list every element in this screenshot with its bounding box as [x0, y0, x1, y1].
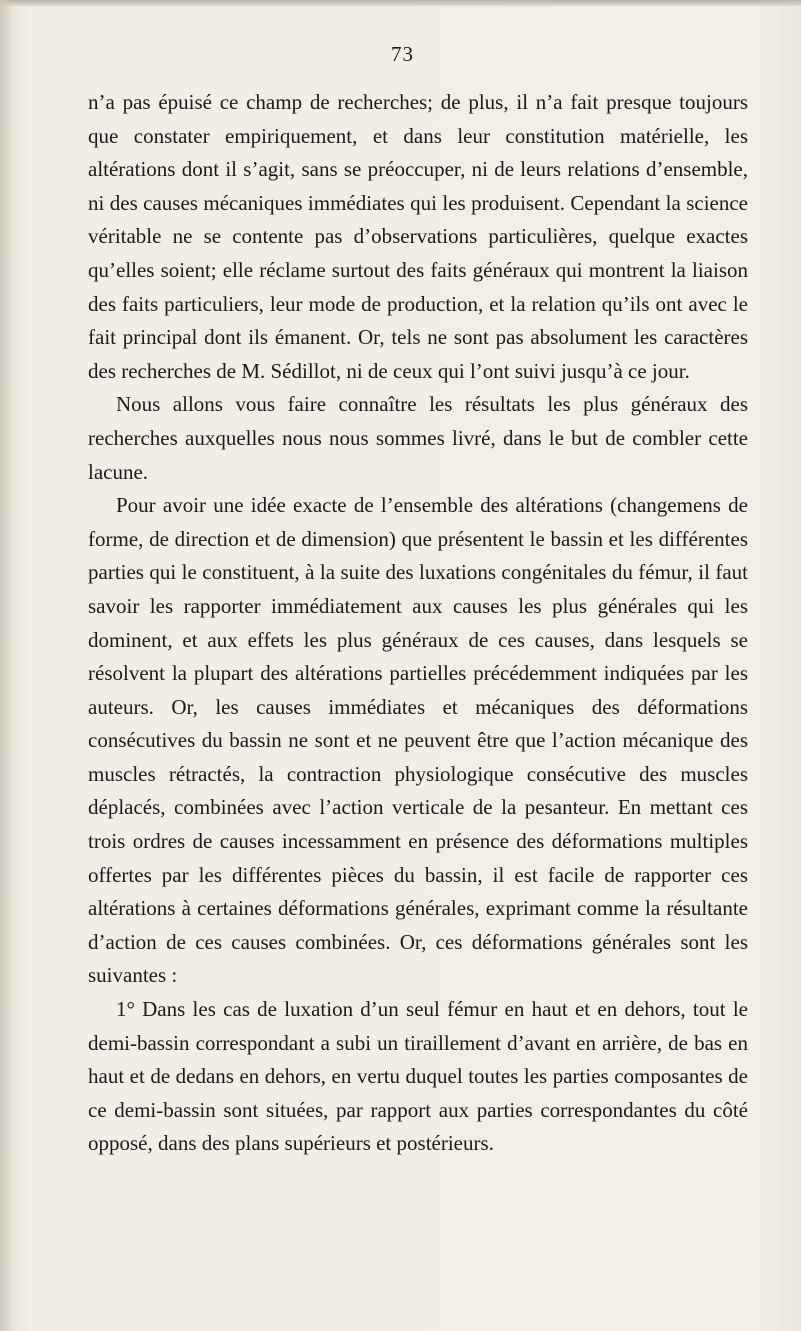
page-top-edge: [0, 0, 801, 6]
paragraph-research-aim: Nous allons vous faire connaître les résultats les plus généraux des recherches auxquelles nous nous sommes livré, dans le but de combler cette lacune.: [88, 392, 748, 484]
body-text: [88, 86, 748, 1161]
binding-shadow: [0, 0, 14, 1331]
page-number: 73: [391, 42, 414, 66]
paragraph-deformation-causes: Pour avoir une idée exacte de l’ensemble des altérations (changemens de forme, de direction et de dimension) que présentent le bassin et les différentes parties qui le constituent, à la suite des luxations congénitales du fémur, il faut savoir les rapporter immédiatement aux causes les plus générales qui les dominent, et aux effets les plus généraux de ces causes, dans lesquels se résolvent la plupart des altérations partielles précédemment indiquées par les auteurs. Or, les causes immédiates et mécaniques des déformations consécutives du bassin ne sont et ne peuvent être que l’action mécanique des muscles rétractés, la contraction physiologique consécutive des muscles déplacés, combinées avec l’action verticale de la pesanteur. En mettant ces trois ordres de causes incessamment en présence des déformations multiples offertes par les différentes pièces du bassin, il est facile de rapporter ces altérations à certaines déformations générales, exprimant comme la résultante d’action de ces causes combinées. Or, ces déformations générales sont les suivantes :: [88, 493, 748, 988]
paragraph-continuation: n’a pas épuisé ce champ de recherches; de plus, il n’a fait presque toujours que constater empiriquement, et dans leur constitution matérielle, les altérations dont il s’agit, sans se préoccuper, ni de leurs relations d’ensemble, ni des causes mécaniques immédiates qui les produisent. Cependant la science véritable ne se contente pas d’observations particulières, quelque exactes qu’elles soient; elle réclame surtout des faits généraux qui montrent la liaison des faits particuliers, leur mode de production, et la relation qu’ils ont avec le fait principal dont ils émanent. Or, tels ne sont pas absolument les caractères des recherches de M. Sédillot, ni de ceux qui l’ont suivi jusqu’à ce jour.: [88, 90, 748, 383]
paragraph-first-deformation: 1° Dans les cas de luxation d’un seul fémur en haut et en dehors, tout le demi-bassin correspondant a subi un tiraillement d’avant en arrière, de bas en haut et de dedans en dehors, en vertu duquel toutes les parties composantes de ce demi-bassin sont situées, par rapport aux parties correspondantes du côté opposé, dans des plans supérieurs et postérieurs.: [88, 997, 748, 1156]
